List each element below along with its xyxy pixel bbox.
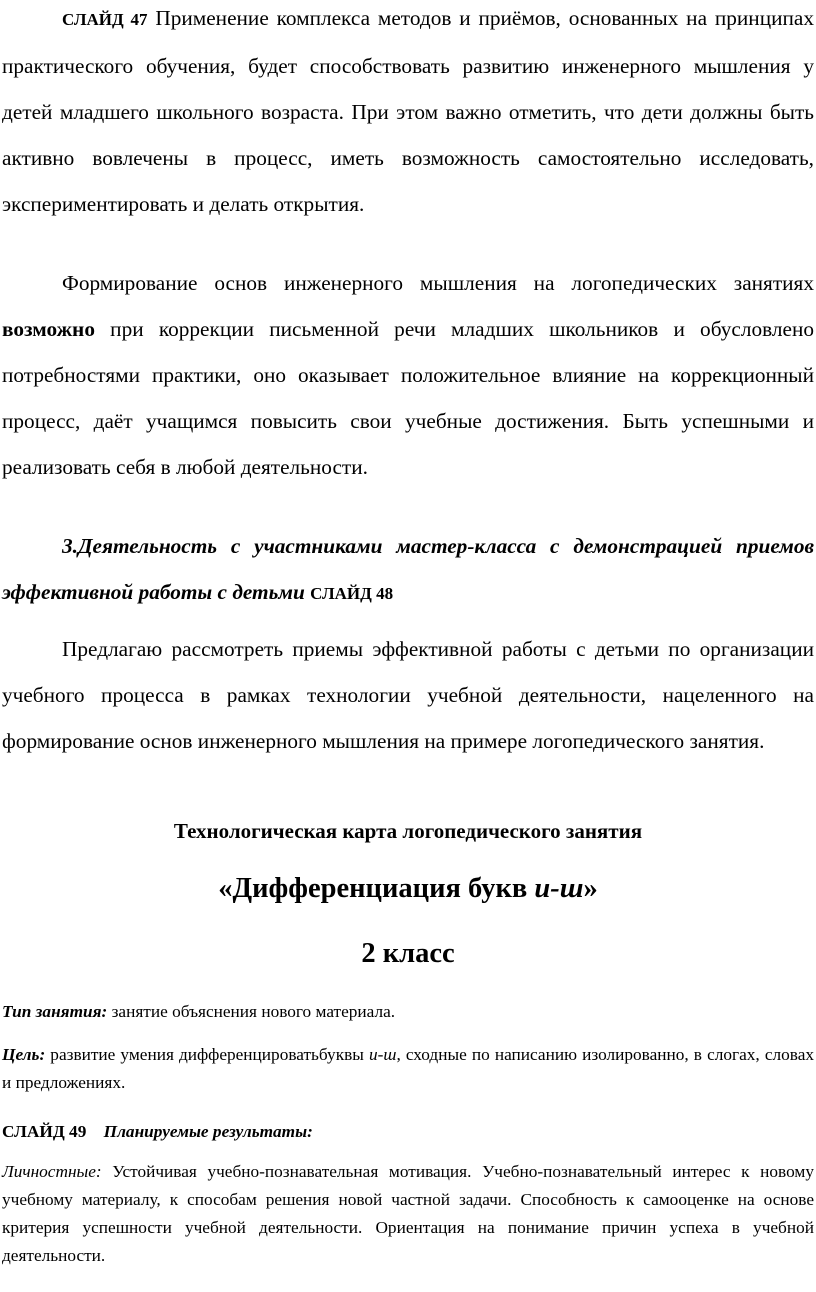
lesson-goal [2,1041,814,1097]
paragraph-formation [2,260,814,490]
personal-results-text: Устойчивая учебно-познавательная мотивация. Учебно-познавательный интерес к новому учебному материалу, к способам решения новой частной задачи. Способность к самооценке на основе критерия успешности учебной деятельности. Ориентация на понимание причин успеха в учебной деятельности. [2,1162,814,1265]
lesson-goal-letters: и-ш [368,1045,397,1064]
lesson-goal-label: Цель: [2,1045,46,1064]
section-heading-3 [2,523,814,617]
paragraph-formation-text-before: Формирование основ инженерного мышления на логопедических занятиях [62,271,814,295]
personal-results-label: Личностные: [2,1162,102,1181]
lesson-grade: 2 класс [361,938,455,969]
planned-results-label: Планируемые результаты: [103,1122,313,1141]
paragraph-intro [2,0,814,227]
tech-map-title: Технологическая карта логопедического занятия [173,819,643,843]
personal-results [2,1158,814,1270]
paragraph-formation-text-after: при коррекции письменной речи младших школьников и обусловлено потребностями практики, оно оказывает положительное влияние на коррекционный процесс, даёт учащимся повысить свои учебные достижения. Быть успешными и реализовать себя в любой деятельности. [2,317,814,479]
paragraph-proposal: Предлагаю рассмотреть приемы эффективной работы с детьми по организации учебного процесса в рамках технологии учебной деятельности, нацеленного на формирование основ инженерного мышления на примере логопедического занятия. [2,637,814,753]
lesson-goal-text-after: , сходные по написанию изолированно, в слогах, словах и предложениях. [2,1045,815,1092]
slide-label-47: СЛАЙД 47 [62,10,148,29]
slide-label-49: СЛАЙД 49 [2,1122,87,1141]
lesson-goal-text-before: развитие умения дифференцироватьбуквы [45,1045,369,1064]
lesson-type [2,998,814,1026]
slide-label-48: СЛАЙД 48 [310,584,394,603]
paragraph-formation-bold-word: возможно [2,317,95,341]
lesson-type-label: Тип занятия: [2,1002,108,1021]
lesson-type-value: занятие объяснения нового материала. [107,1002,396,1021]
lesson-topic [0,866,816,912]
planned-results-heading [2,1118,814,1146]
section-heading-3-text: 3.Деятельность с участниками мастер-класса с демонстрацией приемов эффективной работы с детьми [2,534,814,604]
paragraph-intro-text: Применение комплекса методов и приёмов, основанных на принципах практического обучения, будет способствовать развитию инженерного мышления у детей младшего школьного возраста. При этом важно отметить, что дети должны быть активно вовлечены в процесс, иметь возможность самостоятельно исследовать, экспериментировать и делать открытия. [2,6,814,216]
lesson-topic-prefix: «Дифференциация букв [218,873,535,904]
lesson-topic-letters: и-ш [534,873,584,904]
lesson-topic-suffix: » [583,873,598,904]
